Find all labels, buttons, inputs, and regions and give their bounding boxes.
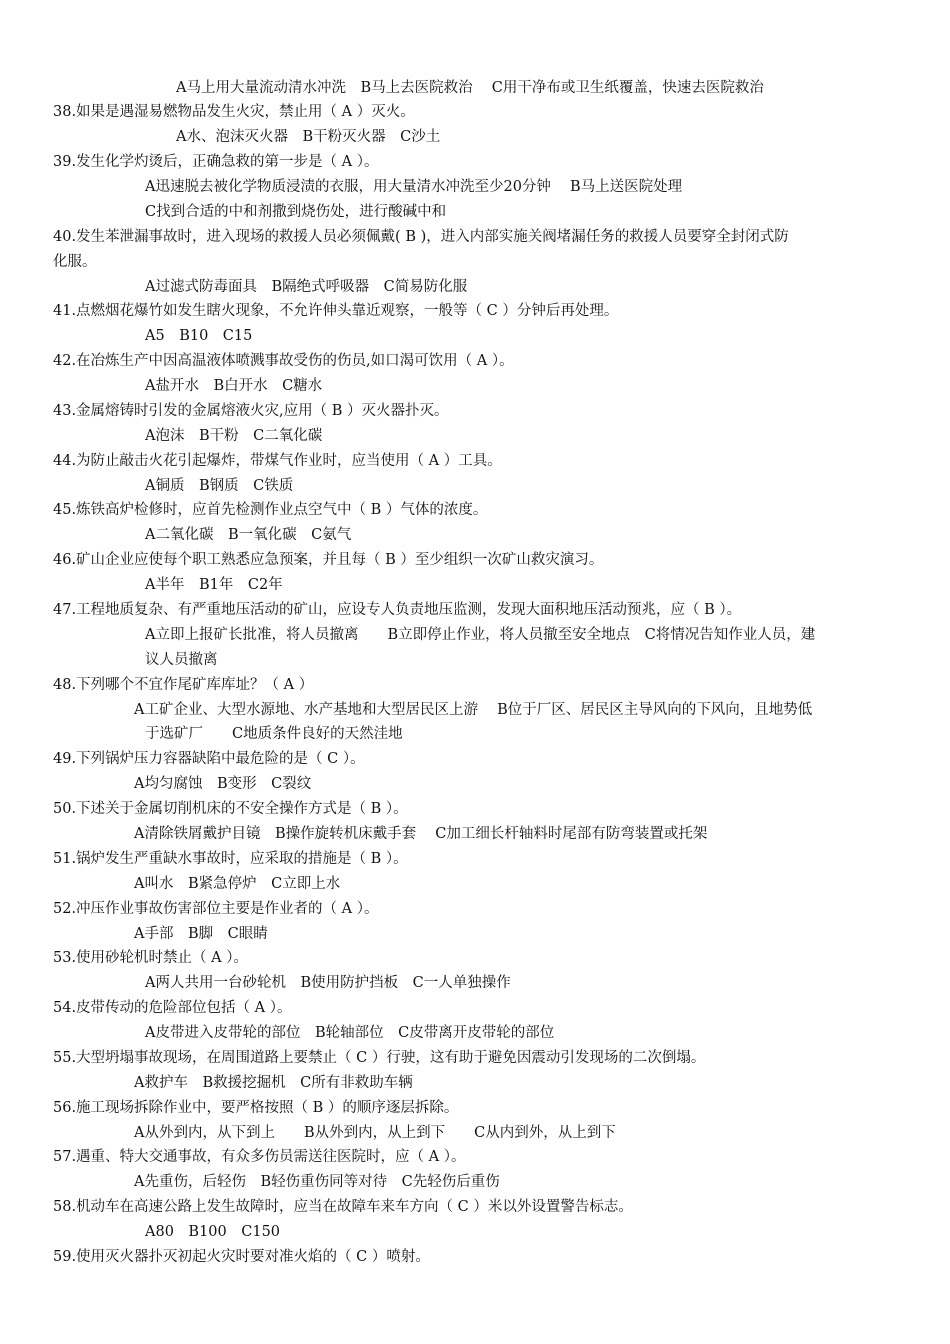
option-line: C找到合适的中和剂撒到烧伤处，进行酸碱中和 [145, 204, 447, 220]
question-line: 57.遇重、特大交通事故，有众多伤员需送往医院时，应（ A ）。 [53, 1149, 466, 1165]
question-line: 52.冲压作业事故伤害部位主要是作业者的（ A ）。 [53, 901, 379, 917]
option-line: A二氧化碳 B一氧化碳 C氨气 [145, 527, 352, 543]
question-line: 化服。 [53, 254, 97, 270]
question-line: 39.发生化学灼烫后，正确急救的第一步是（ A ）。 [53, 154, 379, 170]
option-line: A80 B100 C150 [145, 1224, 281, 1240]
option-line: A泡沫 B干粉 C二氧化碳 [145, 428, 323, 444]
question-line: 40.发生苯泄漏事故时，进入现场的救援人员必须佩戴( B )，进入内部实施关阀堵漏任务的救援人员要穿全封闭式防 [53, 229, 789, 245]
option-line: A叫水 B紧急停炉 C立即上水 [134, 876, 341, 892]
question-line: 42.在冶炼生产中因高温液体喷溅事故受伤的伤员,如口渴可饮用（ A ）。 [53, 353, 514, 369]
option-line: A过滤式防毒面具 B隔绝式呼吸器 C简易防化服 [145, 279, 468, 295]
option-line: A盐开水 B白开水 C糖水 [145, 378, 323, 394]
question-line: 44.为防止敲击火花引起爆炸，带煤气作业时，应当使用（ A ）工具。 [53, 453, 502, 469]
option-line: A救护车 B救援挖掘机 C所有非救助车辆 [134, 1075, 413, 1091]
option-line: 议人员撤离 [145, 652, 218, 668]
option-line: A迅速脱去被化学物质浸渍的衣服，用大量清水冲洗至少20分钟 B马上送医院处理 [145, 179, 683, 195]
option-line: A5 B10 C15 [145, 328, 253, 344]
option-line: A立即上报矿长批准，将人员撤离 B立即停止作业，将人员撤至安全地点 C将情况告知作业人员，建 [145, 627, 816, 643]
option-line: A半年 B1年 C2年 [145, 577, 283, 593]
option-line: A工矿企业、大型水源地、水产基地和大型居民区上游 B位于厂区、居民区主导风向的下风向，且地势低 [134, 702, 813, 718]
question-line: 38.如果是遇湿易燃物品发生火灾，禁止用（ A ）灭火。 [53, 104, 415, 120]
question-line: 45.炼铁高炉检修时，应首先检测作业点空气中（ B ）气体的浓度。 [53, 502, 488, 518]
question-line: 47.工程地质复杂、有严重地压活动的矿山，应设专人负责地压监测，发现大面积地压活动预兆，应（ B ）。 [53, 602, 742, 618]
question-line: 41.点燃烟花爆竹如发生瞎火现象，不允许伸头靠近观察，一般等（ C ）分钟后再处理。 [53, 303, 619, 319]
question-line: 48.下列哪个不宜作尾矿库库址？（ A ） [53, 677, 314, 693]
question-line: 50.下述关于金属切削机床的不安全操作方式是（ B ）。 [53, 801, 408, 817]
option-line: A两人共用一台砂轮机 B使用防护挡板 C一人单独操作 [145, 975, 511, 991]
question-line: 43.金属熔铸时引发的金属熔液火灾,应用（ B ）灭火器扑灭。 [53, 403, 449, 419]
option-line: A手部 B脚 C眼睛 [134, 926, 268, 942]
question-line: 56.施工现场拆除作业中，要严格按照（ B ）的顺序逐层拆除。 [53, 1100, 459, 1116]
question-line: 51.锅炉发生严重缺水事故时，应采取的措施是（ B ）。 [53, 851, 408, 867]
question-line: 53.使用砂轮机时禁止（ A ）。 [53, 950, 248, 966]
option-line: A马上用大量流动清水冲洗 B马上去医院救治 C用干净布或卫生纸覆盖，快速去医院救治 [176, 80, 764, 96]
question-line: 54.皮带传动的危险部位包括（ A ）。 [53, 1000, 292, 1016]
option-line: A水、泡沫灭火器 B干粉灭火器 C沙土 [176, 129, 441, 145]
option-line: A从外到内，从下到上 B从外到内，从上到下 C从内到外，从上到下 [134, 1125, 616, 1141]
option-line: A先重伤，后轻伤 B轻伤重伤同等对待 C先轻伤后重伤 [134, 1174, 500, 1190]
option-line: A皮带进入皮带轮的部位 B轮轴部位 C皮带离开皮带轮的部位 [145, 1025, 555, 1041]
question-line: 46.矿山企业应使每个职工熟悉应急预案，并且每（ B ）至少组织一次矿山救灾演习。 [53, 552, 604, 568]
question-line: 55.大型坍塌事故现场，在周围道路上要禁止（ C ）行驶，这有助于避免因震动引发现场的二次倒塌。 [53, 1050, 706, 1066]
option-line: A铜质 B钢质 C铁质 [145, 478, 294, 494]
question-line: 58.机动车在高速公路上发生故障时，应当在故障车来车方向（ C ）米以外设置警告标志。 [53, 1199, 633, 1215]
option-line: 于选矿厂 C地质条件良好的天然洼地 [145, 726, 403, 742]
question-line: 49.下列锅炉压力容器缺陷中最危险的是（ C ）。 [53, 751, 365, 767]
option-line: A均匀腐蚀 B变形 C裂纹 [134, 776, 312, 792]
question-line: 59.使用灭火器扑灭初起火灾时要对准火焰的（ C ）喷射。 [53, 1249, 430, 1265]
option-line: A清除铁屑戴护目镜 B操作旋转机床戴手套 C加工细长杆轴料时尾部有防弯装置或托架 [134, 826, 708, 842]
